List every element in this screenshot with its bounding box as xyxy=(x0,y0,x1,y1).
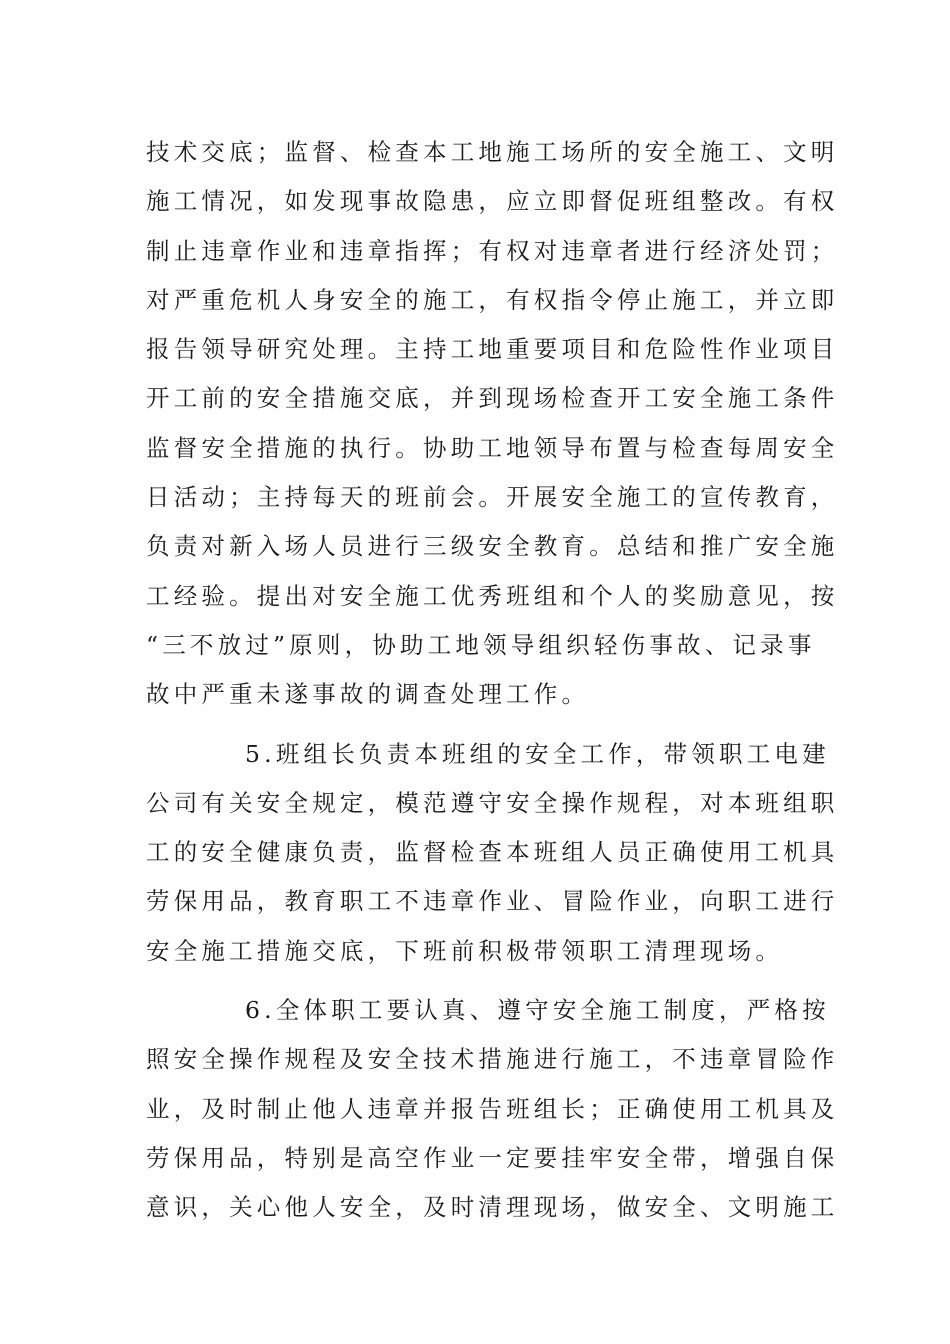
text-line: 监督安全措施的执行。协助工地领导布置与检查每周安全 xyxy=(146,433,839,462)
text-line: 技术交底；监督、检查本工地施工场所的安全施工、文明 xyxy=(146,138,839,166)
text-line-first: 5.班组长负责本班组的安全工作，带领职工电建 xyxy=(245,739,830,768)
text-line: 故中严重未遂事故的调查处理工作。 xyxy=(146,680,590,709)
text-line: 劳保用品，教育职工不违章作业、冒险作业，向职工进行 xyxy=(146,887,839,916)
text-line: 工的安全健康负责，监督检查本班组人员正确使用工机具 xyxy=(146,838,839,867)
text-line: 日活动；主持每天的班前会。开展安全施工的宣传教育， xyxy=(146,483,839,512)
text-line: 照安全操作规程及安全技术措施进行施工，不违章冒险作 xyxy=(146,1045,839,1074)
paragraph-spacer xyxy=(146,976,806,986)
paragraph-item-5 xyxy=(146,730,839,976)
text-line-first: 6.全体职工要认真、遵守安全施工制度，严格按 xyxy=(245,996,830,1025)
text-line: 劳保用品，特别是高空作业一定要挂牢安全带，增强自保 xyxy=(146,1143,839,1172)
text-line: 安全施工措施交底，下班前积极带领职工清理现场。 xyxy=(146,936,784,965)
text-line: 施工情况，如发现事故隐患，应立即督促班组整改。有权 xyxy=(146,187,839,216)
text-line: 工经验。提出对安全施工优秀班组和个人的奖励意见，按 xyxy=(146,581,839,610)
text-line: 意识，关心他人安全，及时清理现场，做安全、文明施工 xyxy=(146,1193,839,1222)
text-line: 公司有关安全规定，模范遵守安全操作规程，对本班组职 xyxy=(146,788,839,817)
text-line: 负责对新入场人员进行三级安全教育。总结和推广安全施 xyxy=(146,532,839,561)
document-body xyxy=(146,128,839,1233)
paragraph-item-6 xyxy=(146,986,839,1232)
text-line: “三不放过”原则，协助工地领导组织轻伤事故、记录事 xyxy=(146,630,816,659)
text-line: 对严重危机人身安全的施工，有权指令停止施工，并立即 xyxy=(146,285,839,314)
text-line: 开工前的安全措施交底，并到现场检查开工安全施工条件 xyxy=(146,384,839,413)
text-line: 报告领导研究处理。主持工地重要项目和危险性作业项目 xyxy=(146,335,839,364)
text-line: 制止违章作业和违章指挥；有权对违章者进行经济处罚； xyxy=(146,236,839,265)
text-line: 业，及时制止他人违章并报告班组长；正确使用工机具及 xyxy=(146,1094,839,1123)
paragraph-continued xyxy=(146,128,839,720)
paragraph-spacer xyxy=(146,720,806,730)
